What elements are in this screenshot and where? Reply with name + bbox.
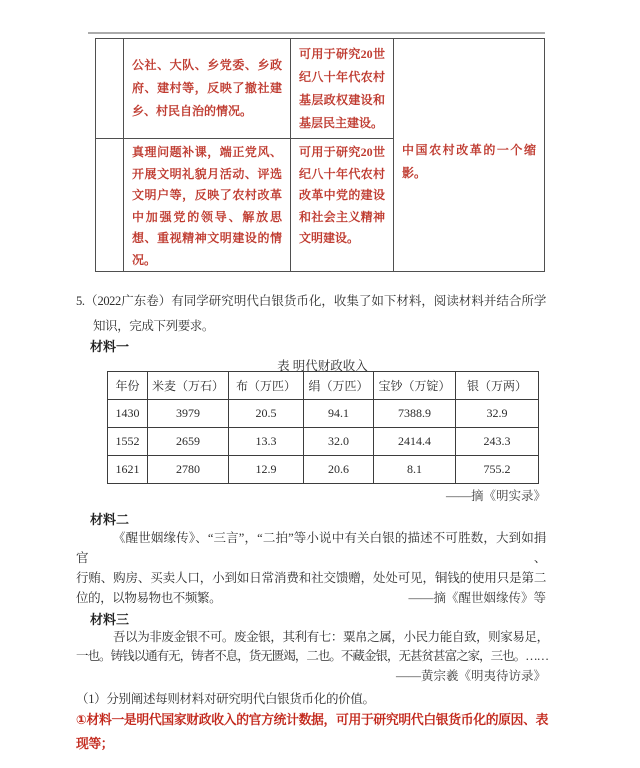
column-header: 米麦（万石） bbox=[148, 372, 229, 400]
column-header: 布（万匹） bbox=[229, 372, 304, 400]
table-cell: 2659 bbox=[148, 428, 229, 456]
question-5-stem bbox=[76, 289, 546, 339]
page-break-line bbox=[88, 32, 545, 34]
table-cell: 20.6 bbox=[304, 456, 374, 484]
table-row bbox=[96, 39, 545, 139]
material-1-label: 材料一 bbox=[90, 339, 130, 354]
column-header: 绢（万匹） bbox=[304, 372, 374, 400]
column-header: 宝钞（万锭） bbox=[374, 372, 456, 400]
table-cell: 2780 bbox=[148, 456, 229, 484]
table-cell-row2-content: 真理问题补课，端正党风、开展文明礼貌月活动、评选文明户等，反映了农村改革中加强党的领导、解放思想、重视精神文明建设的情况。 bbox=[124, 139, 291, 272]
material-3-paragraph bbox=[76, 628, 548, 666]
material-2-source: ——摘《醒世姻缘传》等 bbox=[408, 591, 546, 605]
paragraph-line: 一也。铸钱以通有无，铸者不息，货无匮竭，二也。不藏金银，无甚贫甚富之家，三也。…… bbox=[76, 649, 548, 663]
table-cell: 3979 bbox=[148, 400, 229, 428]
table-cell: 20.5 bbox=[229, 400, 304, 428]
table-cell: 7388.9 bbox=[374, 400, 456, 428]
table-header-row bbox=[108, 372, 539, 400]
stem-line: 5.（2022广东卷）有同学研究明代白银货币化，收集了如下材料，阅读材料并结合所学 bbox=[76, 294, 546, 308]
answer-line: 现等； bbox=[76, 736, 114, 751]
table-cell: 13.3 bbox=[229, 428, 304, 456]
paragraph-line: 行贿、购房、买卖人口，小到如日常消费和社交馈赠，处处可见，铜钱的使用只是第二 bbox=[76, 571, 546, 585]
paragraph-line: 位的，以物易物也不频繁。 bbox=[76, 591, 222, 605]
table-row bbox=[108, 456, 539, 484]
table-cell: 12.9 bbox=[229, 456, 304, 484]
table-cell-conclusion: 中国农村改革的一个缩影。 bbox=[394, 39, 545, 272]
table-cell: 32.9 bbox=[456, 400, 539, 428]
table-cell: 755.2 bbox=[456, 456, 539, 484]
table-cell-row1-value: 可用于研究20世纪八十年代农村基层政权建设和基层民主建设。 bbox=[291, 39, 394, 139]
material-1-source: ——摘《明实录》 bbox=[445, 489, 546, 503]
paragraph-line: 吾以为非废金银不可。废金银，其利有七：粟帛之属，小民力能自致，则家易足， bbox=[113, 630, 548, 644]
table-cell: 1430 bbox=[108, 400, 148, 428]
stem-line: 知识，完成下列要求。 bbox=[93, 319, 215, 333]
material-3-label: 材料三 bbox=[90, 612, 130, 627]
paragraph-line: 《醒世姻缘传》、“三言”，“二拍”等小说中有关白银的描述不可胜数，大到如捐官、 bbox=[76, 531, 546, 565]
table-cell: 2414.4 bbox=[374, 428, 456, 456]
ming-revenue-table-title: 表 明代财政收入 bbox=[277, 359, 368, 373]
table-cell: 8.1 bbox=[374, 456, 456, 484]
answer-text bbox=[76, 708, 548, 756]
table-cell-empty bbox=[96, 39, 124, 139]
material-2-label: 材料二 bbox=[90, 512, 130, 527]
material-3-source: ——黄宗羲《明夷待访录》 bbox=[395, 669, 546, 683]
answer-analysis-table bbox=[95, 38, 545, 272]
table-cell: 1552 bbox=[108, 428, 148, 456]
ming-revenue-table bbox=[107, 371, 539, 484]
table-cell-row1-content: 公社、大队、乡党委、乡政府、建村等，反映了撤社建乡、村民自治的情况。 bbox=[124, 39, 291, 139]
table-cell: 243.3 bbox=[456, 428, 539, 456]
answer-line: ①材料一是明代国家财政收入的官方统计数据，可用于研究明代白银货币化的原因、表 bbox=[76, 712, 548, 727]
column-header: 银（万两） bbox=[456, 372, 539, 400]
table-cell: 32.0 bbox=[304, 428, 374, 456]
table-row bbox=[108, 400, 539, 428]
table-cell-row2-value: 可用于研究20世纪八十年代农村改革中党的建设和社会主义精神文明建设。 bbox=[291, 139, 394, 272]
sub-question-1: （1）分别阐述每则材料对研究明代白银货币化的价值。 bbox=[76, 692, 375, 706]
table-cell-empty bbox=[96, 139, 124, 272]
table-cell: 1621 bbox=[108, 456, 148, 484]
column-header: 年份 bbox=[108, 372, 148, 400]
table-row bbox=[108, 428, 539, 456]
table-cell: 94.1 bbox=[304, 400, 374, 428]
